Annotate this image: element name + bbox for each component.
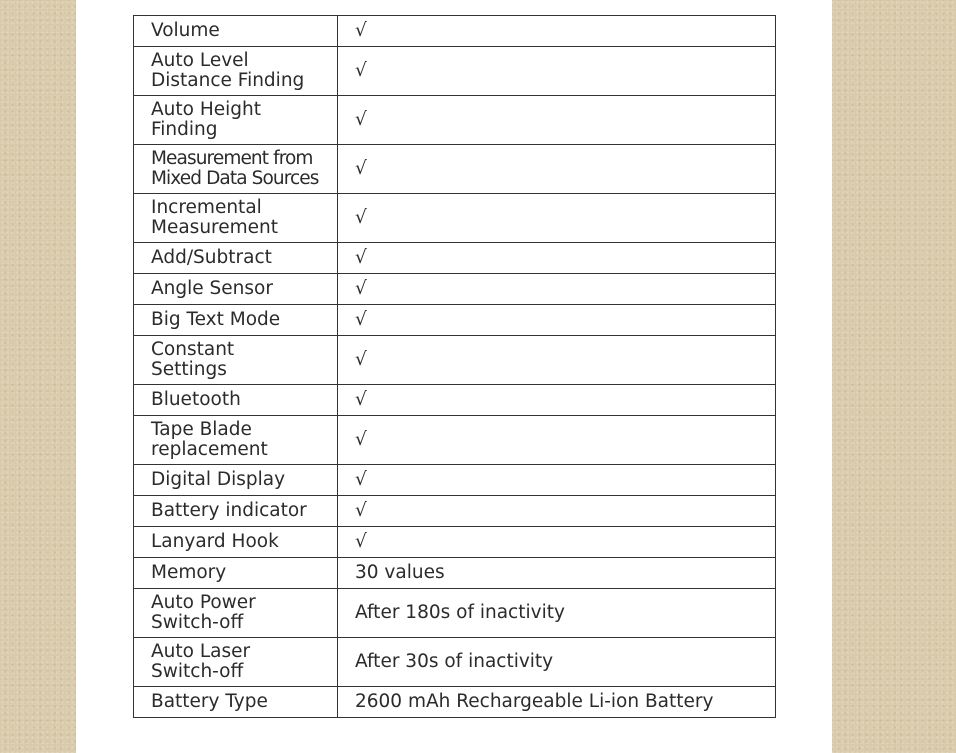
value-cell: √ — [338, 416, 776, 465]
value-cell: √ — [338, 385, 776, 416]
feature-cell: Volume — [134, 16, 338, 47]
value-cell: √ — [338, 47, 776, 96]
table-row — [134, 47, 776, 96]
value-cell: After 180s of inactivity — [338, 589, 776, 638]
table-row — [134, 305, 776, 336]
value-cell: √ — [338, 194, 776, 243]
table-row — [134, 638, 776, 687]
feature-cell: Battery indicator — [134, 496, 338, 527]
feature-cell: Constant Settings — [134, 336, 338, 385]
value-cell: √ — [338, 16, 776, 47]
table-row — [134, 558, 776, 589]
feature-cell: Big Text Mode — [134, 305, 338, 336]
table-row — [134, 687, 776, 718]
table-row — [134, 385, 776, 416]
feature-cell: Add/Subtract — [134, 243, 338, 274]
table-row — [134, 416, 776, 465]
feature-cell: Lanyard Hook — [134, 527, 338, 558]
feature-cell: Digital Display — [134, 465, 338, 496]
value-cell: √ — [338, 145, 776, 194]
value-cell: √ — [338, 527, 776, 558]
value-cell: √ — [338, 305, 776, 336]
table-row — [134, 145, 776, 194]
value-cell: √ — [338, 274, 776, 305]
feature-cell: Bluetooth — [134, 385, 338, 416]
document-page — [76, 0, 832, 753]
table-row — [134, 336, 776, 385]
table-row — [134, 243, 776, 274]
value-cell: After 30s of inactivity — [338, 638, 776, 687]
table-row — [134, 589, 776, 638]
table-row — [134, 465, 776, 496]
feature-cell: Auto Height Finding — [134, 96, 338, 145]
table-row — [134, 527, 776, 558]
table-row — [134, 96, 776, 145]
feature-cell: Battery Type — [134, 687, 338, 718]
spec-table — [133, 15, 776, 718]
feature-cell: Auto Level Distance Finding — [134, 47, 338, 96]
value-cell: √ — [338, 243, 776, 274]
value-cell: 2600 mAh Rechargeable Li-ion Battery — [338, 687, 776, 718]
value-cell: √ — [338, 496, 776, 527]
feature-cell: Auto Power Switch-off — [134, 589, 338, 638]
value-cell: √ — [338, 336, 776, 385]
spec-table-body — [134, 16, 776, 718]
feature-cell: Incremental Measurement — [134, 194, 338, 243]
feature-cell: Auto Laser Switch-off — [134, 638, 338, 687]
table-row — [134, 274, 776, 305]
value-cell: √ — [338, 96, 776, 145]
table-row — [134, 194, 776, 243]
table-row — [134, 16, 776, 47]
feature-cell: Angle Sensor — [134, 274, 338, 305]
value-cell: 30 values — [338, 558, 776, 589]
feature-cell: Tape Blade replacement — [134, 416, 338, 465]
feature-cell: Measurement from Mixed Data Sources — [134, 145, 338, 194]
feature-cell: Memory — [134, 558, 338, 589]
table-row — [134, 496, 776, 527]
value-cell: √ — [338, 465, 776, 496]
